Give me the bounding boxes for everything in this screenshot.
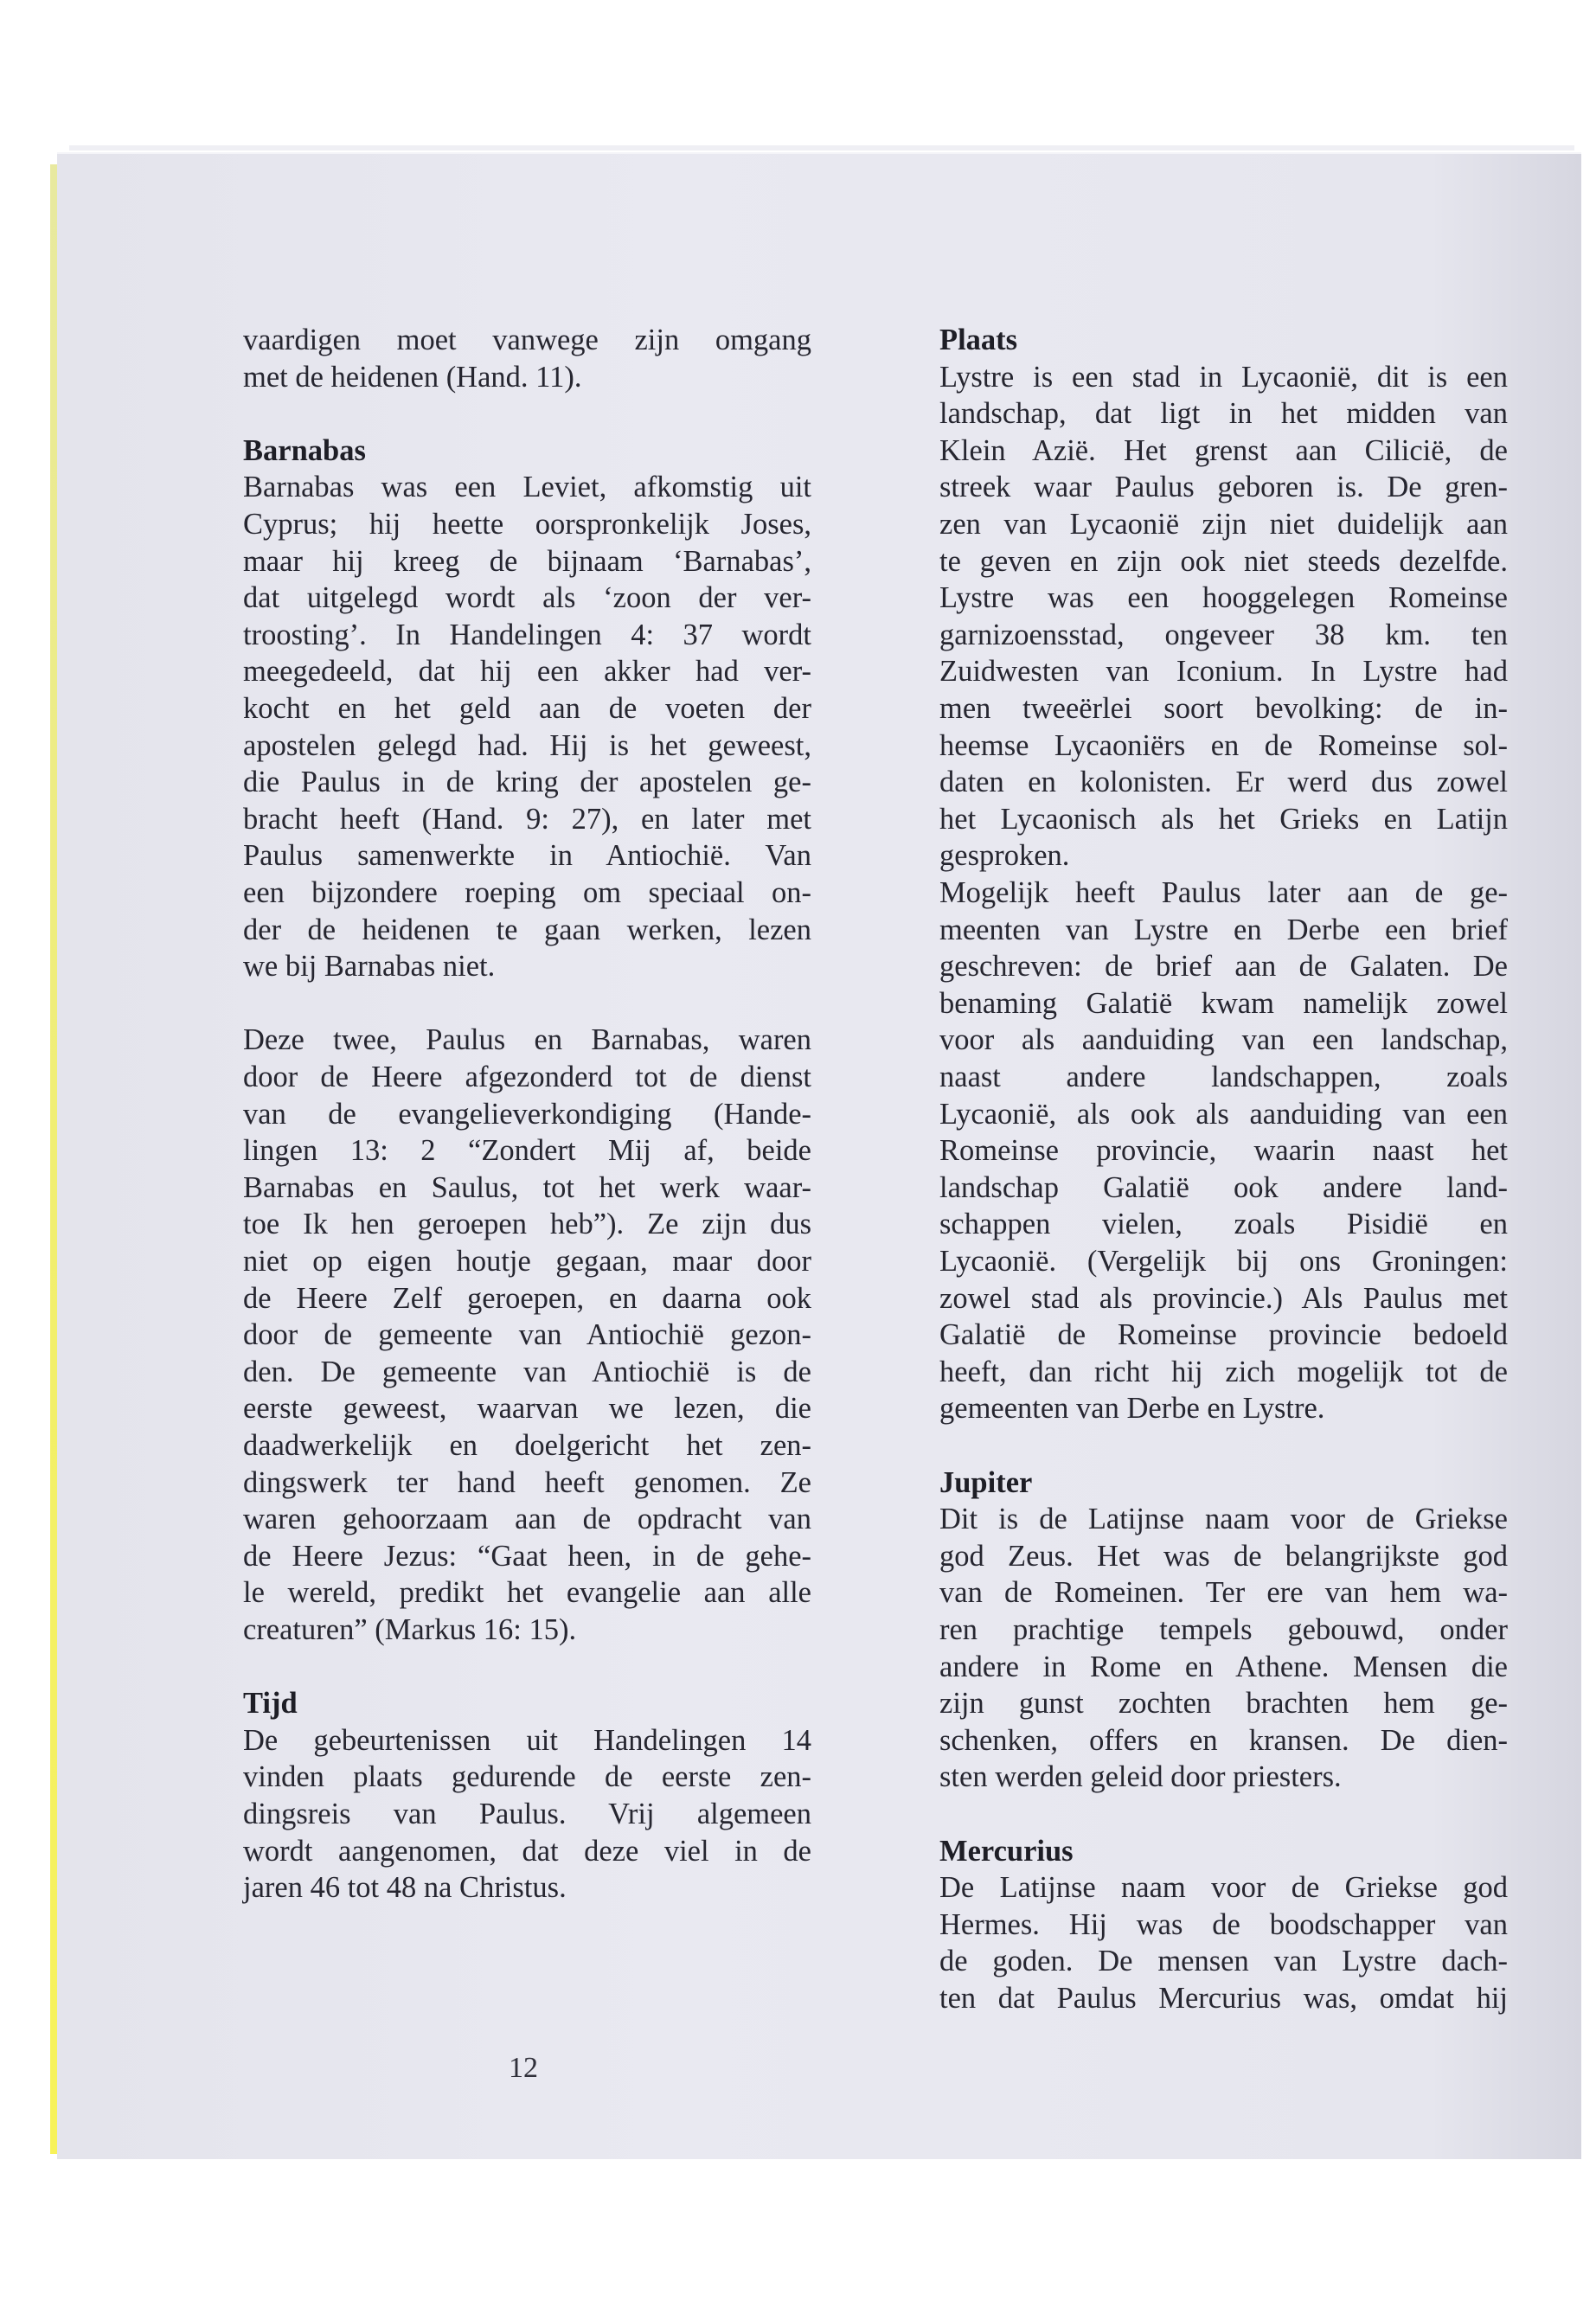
paragraph-line: sten werden geleid door priesters.: [939, 1760, 1342, 1794]
paragraph-line: Lystre is een stad in Lycaonië, dit is een: [939, 360, 1508, 394]
paragraph-line: te geven en zijn ook niet steeds dezelfde.: [939, 544, 1508, 578]
paragraph-line: voor als aanduiding van een landschap,: [939, 1023, 1508, 1057]
paragraph-line: dat uitgelegd wordt als ‘zoon der ver-: [243, 581, 811, 615]
paragraph-line: Zuidwesten van Iconium. In Lystre had: [939, 655, 1508, 689]
paragraph-line: landschap, dat ligt in het midden van: [939, 397, 1508, 431]
paragraph-line: Mogelijk heeft Paulus later aan de ge-: [939, 876, 1508, 909]
paragraph-line: der de heidenen te gaan werken, lezen: [243, 913, 811, 946]
paragraph-line: van de evangelieverkondiging (Hande-: [243, 1097, 811, 1131]
paragraph-line: waren gehoorzaam aan de opdracht van: [243, 1503, 811, 1536]
paragraph-line: den. De gemeente van Antiochië is de: [243, 1355, 811, 1388]
paragraph-line: vinden plaats gedurende de eerste zen-: [243, 1760, 811, 1794]
paragraph-line: schenken, offers en kransen. De dien-: [939, 1723, 1508, 1757]
paragraph-line: daadwerkelijk en doelgericht het zen-: [243, 1429, 811, 1462]
paragraph-line: het Lycaonisch als het Grieks en Latijn: [939, 802, 1508, 836]
paragraph-line: ten dat Paulus Mercurius was, omdat hij: [939, 1982, 1508, 2015]
paragraph-line: Deze twee, Paulus en Barnabas, waren: [243, 1023, 811, 1057]
paragraph-line: toe Ik hen geroepen heb”). Ze zijn dus: [243, 1208, 811, 1241]
paragraph-line: dingsreis van Paulus. Vrij algemeen: [243, 1798, 811, 1830]
paragraph-line: le wereld, predikt het evangelie aan alle: [243, 1576, 811, 1610]
page-number: 12: [509, 2052, 538, 2084]
paragraph-line: de Heere Jezus: “Gaat heen, in de gehe-: [243, 1539, 811, 1573]
paragraph-line: Klein Azië. Het grenst aan Cilicië, de: [939, 433, 1508, 467]
paragraph-line: geschreven: de brief aan de Galaten. De: [939, 950, 1508, 984]
section-heading: Barnabas: [243, 433, 366, 467]
paragraph-line: troosting’. In Handelingen 4: 37 wordt: [243, 618, 811, 651]
paragraph-line: Hermes. Hij was de boodschapper van: [939, 1907, 1508, 1941]
paragraph-line: Romeinse provincie, waarin naast het: [939, 1134, 1508, 1168]
paragraph-line: streek waar Paulus geboren is. De gren-: [939, 471, 1508, 504]
paragraph-line: daten en kolonisten. Er werd dus zowel: [939, 766, 1508, 799]
paragraph-line: Lystre was een hooggelegen Romeinse: [939, 581, 1508, 615]
paragraph-line: ren prachtige tempels gebouwd, onder: [939, 1613, 1508, 1646]
paragraph-line: meenten van Lystre en Derbe een brief: [939, 913, 1508, 946]
paragraph-line: de goden. De mensen van Lystre dach-: [939, 1945, 1508, 1978]
paragraph-line: van de Romeinen. Ter ere van hem wa-: [939, 1576, 1508, 1610]
paragraph-line: zijn gunst zochten brachten hem ge-: [939, 1687, 1508, 1721]
paragraph-line: Barnabas en Saulus, tot het werk waar-: [243, 1170, 811, 1204]
paragraph-line: garnizoensstad, ongeveer 38 km. ten: [939, 618, 1508, 651]
paragraph-line: die Paulus in de kring der apostelen ge-: [243, 766, 811, 799]
paragraph-line: zowel stad als provincie.) Als Paulus met: [939, 1281, 1508, 1315]
section-heading: Tijd: [243, 1687, 298, 1721]
paragraph-line: Galatië de Romeinse provincie bedoeld: [939, 1318, 1508, 1352]
paragraph-line: creaturen” (Markus 16: 15).: [243, 1613, 577, 1646]
paragraph-line: men tweeërlei soort bevolking: de in-: [939, 692, 1508, 725]
paragraph-line: maar hij kreeg de bijnaam ‘Barnabas’,: [243, 544, 811, 578]
paragraph-line: eerste geweest, waarvan we lezen, die: [243, 1392, 811, 1426]
paragraph-line: we bij Barnabas niet.: [243, 950, 496, 984]
paragraph-line: meegedeeld, dat hij een akker had ver-: [243, 655, 811, 689]
paragraph-line: zen van Lycaonië zijn niet duidelijk aan: [939, 508, 1508, 541]
paragraph-line: lingen 13: 2 “Zondert Mij af, beide: [243, 1134, 811, 1168]
paragraph-line: door de Heere afgezonderd tot de dienst: [243, 1061, 811, 1093]
section-heading: Jupiter: [939, 1465, 1033, 1499]
paragraph-line: dingswerk ter hand heeft genomen. Ze: [243, 1465, 811, 1499]
paragraph-line: landschap Galatië ook andere land-: [939, 1170, 1508, 1204]
paragraph-line: god Zeus. Het was de belangrijkste god: [939, 1539, 1508, 1573]
paragraph-line: Dit is de Latijnse naam voor de Griekse: [939, 1503, 1508, 1536]
paragraph-line: wordt aangenomen, dat deze viel in de: [243, 1834, 811, 1868]
paragraph-line: gesproken.: [939, 839, 1070, 873]
paragraph-line: apostelen gelegd had. Hij is het geweest,: [243, 728, 811, 762]
paragraph-line: met de heidenen (Hand. 11).: [243, 360, 582, 394]
paragraph-line: een bijzondere roeping om speciaal on-: [243, 876, 811, 909]
paragraph-line: door de gemeente van Antiochië gezon-: [243, 1318, 811, 1352]
paragraph-line: benaming Galatië kwam namelijk zowel: [939, 986, 1508, 1020]
paragraph-line: vaardigen moet vanwege zijn omgang: [243, 324, 811, 356]
paragraph-line: heeft, dan richt hij zich mogelijk tot de: [939, 1355, 1508, 1388]
paragraph-line: de Heere Zelf geroepen, en daarna ook: [243, 1281, 811, 1315]
paragraph-line: jaren 46 tot 48 na Christus.: [243, 1871, 567, 1905]
paragraph-line: bracht heeft (Hand. 9: 27), en later met: [243, 802, 811, 836]
page-top-edge: [69, 145, 1574, 151]
paragraph-line: Cyprus; hij heette oorspronkelijk Joses,: [243, 508, 811, 541]
paragraph-line: Lycaonië. (Vergelijk bij ons Groningen:: [939, 1245, 1508, 1278]
paragraph-line: gemeenten van Derbe en Lystre.: [939, 1392, 1325, 1426]
paragraph-line: De Latijnse naam voor de Griekse god: [939, 1871, 1508, 1905]
paragraph-line: Paulus samenwerkte in Antiochië. Van: [243, 839, 811, 873]
section-heading: Mercurius: [939, 1834, 1074, 1868]
paragraph-line: schappen vielen, zoals Pisidië en: [939, 1208, 1508, 1241]
paragraph-line: kocht en het geld aan de voeten der: [243, 692, 811, 725]
paragraph-line: naast andere landschappen, zoals: [939, 1061, 1508, 1093]
paragraph-line: Barnabas was een Leviet, afkomstig uit: [243, 471, 811, 504]
paragraph-line: niet op eigen houtje gegaan, maar door: [243, 1245, 811, 1278]
paragraph-line: andere in Rome en Athene. Mensen die: [939, 1650, 1508, 1683]
section-heading: Plaats: [939, 324, 1018, 356]
paragraph-line: Lycaonië, als ook als aanduiding van een: [939, 1097, 1508, 1131]
paragraph-line: heemse Lycaoniërs en de Romeinse sol-: [939, 728, 1508, 762]
paragraph-line: De gebeurtenissen uit Handelingen 14: [243, 1723, 811, 1757]
